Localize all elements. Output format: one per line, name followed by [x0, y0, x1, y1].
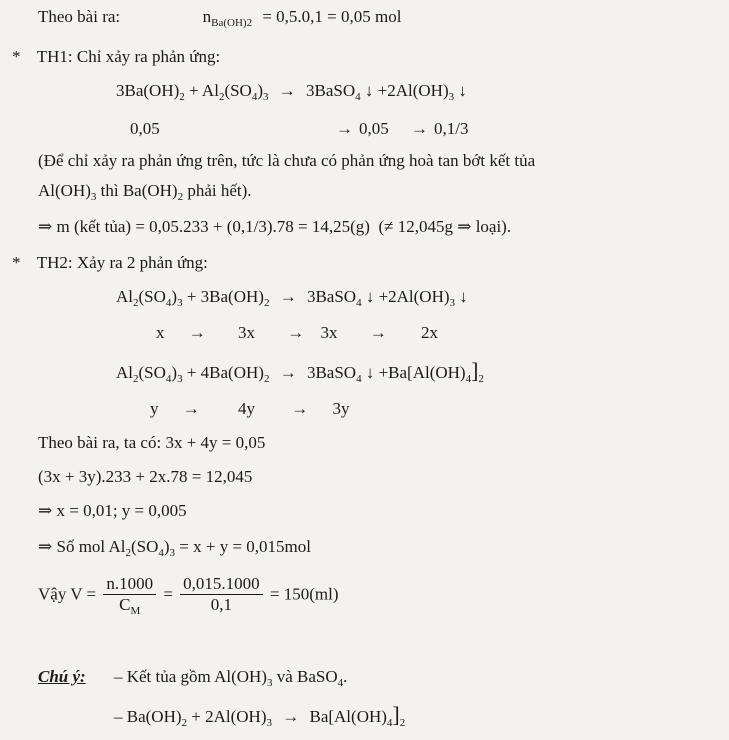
th2-solution: ⇒ x = 0,01; y = 0,005 — [38, 501, 187, 520]
reaction-arrow-icon: → — [278, 81, 296, 100]
intro-line — [38, 6, 401, 28]
fraction-2: $\frac{0,015.1000}{0,1}$ — [180, 574, 263, 615]
th2-moles2: y → 4y → 3y — [150, 399, 350, 418]
note-line2: – $Ba(OH)_2 + 2Al(OH)_3 \to Ba[Al(OH)_4]_2$ — [114, 702, 406, 729]
mol-ba: 0,05 — [130, 119, 160, 138]
n-subscript: Ba(OH)2 — [211, 17, 253, 29]
th1-heading — [12, 46, 220, 68]
intro-equation: = 0,5.0,1 = 0,05 mol — [262, 7, 402, 26]
th2-volume: Vậy V = $\frac{n.1000}{C_M}$ = $\frac{0,015.1000}{0,1}$ = 150(ml) — [38, 574, 339, 617]
th1-reaction: $3Ba(OH)_2 + Al_2(SO_4)_3$ → 3BaSO$_4$ ↓ $+2Al(OH)_3$ ↓ — [116, 81, 467, 103]
th1-calc: ⇒ m (kết tủa) = 0,05.233 + (0,1/3).78 = 14,25(g) (≠ 12,045g ⇒ loại). — [38, 217, 512, 236]
th1-moles-right: → 0,05 → 0,1/3 — [336, 119, 469, 138]
th1-note-line1: (Để chỉ xảy ra phản ứng trên, tức là chưa có phản ứng hoà tan bớt kết tủa — [38, 151, 536, 170]
th2-reaction2: $Al_2(SO_4)_3 + 4Ba(OH)_2$ → 3BaSO$_4$ ↓ $+Ba[Al(OH)_4]_2$ — [116, 358, 484, 385]
th2-eq2: (3x + 3y).233 + 2x.78 = 12,045 — [38, 467, 253, 486]
th1-note-line2: $Al(OH)_3$ thì $Ba(OH)_2$ phải hết). — [38, 181, 252, 203]
th1-moles — [130, 118, 160, 140]
th2-heading: * TH2: Xảy ra 2 phản ứng: — [12, 253, 208, 272]
th1-heading-text: TH1: Chỉ xảy ra phản ứng: — [36, 47, 221, 66]
intro-label: Theo bài ra: — [38, 7, 121, 26]
bullet-star: * — [12, 47, 21, 66]
th2-mol-total: ⇒ Số mol $Al_2(SO_4)_3 = x + y = 0,015mol$ — [38, 537, 312, 559]
th2-eq1: Theo bài ra, ta có: 3x + 4y = 0,05 — [38, 433, 266, 452]
note-label: Chú ý: — [38, 667, 86, 686]
th2-reaction1: $Al_2(SO_4)_3 + 3Ba(OH)_2$ → 3BaSO$_4$ ↓ $+2Al(OH)_3$ ↓ — [116, 287, 468, 309]
fraction-1: $\frac{n.1000}{C_M}$ — [103, 574, 156, 615]
n-symbol: n — [202, 7, 212, 26]
th2-moles1: x → 3x → 3x → 2x — [156, 323, 438, 342]
note-line1: Chú ý: – Kết tủa gồm $Al(OH)_3$ và BaSO$_4$. — [38, 667, 348, 689]
